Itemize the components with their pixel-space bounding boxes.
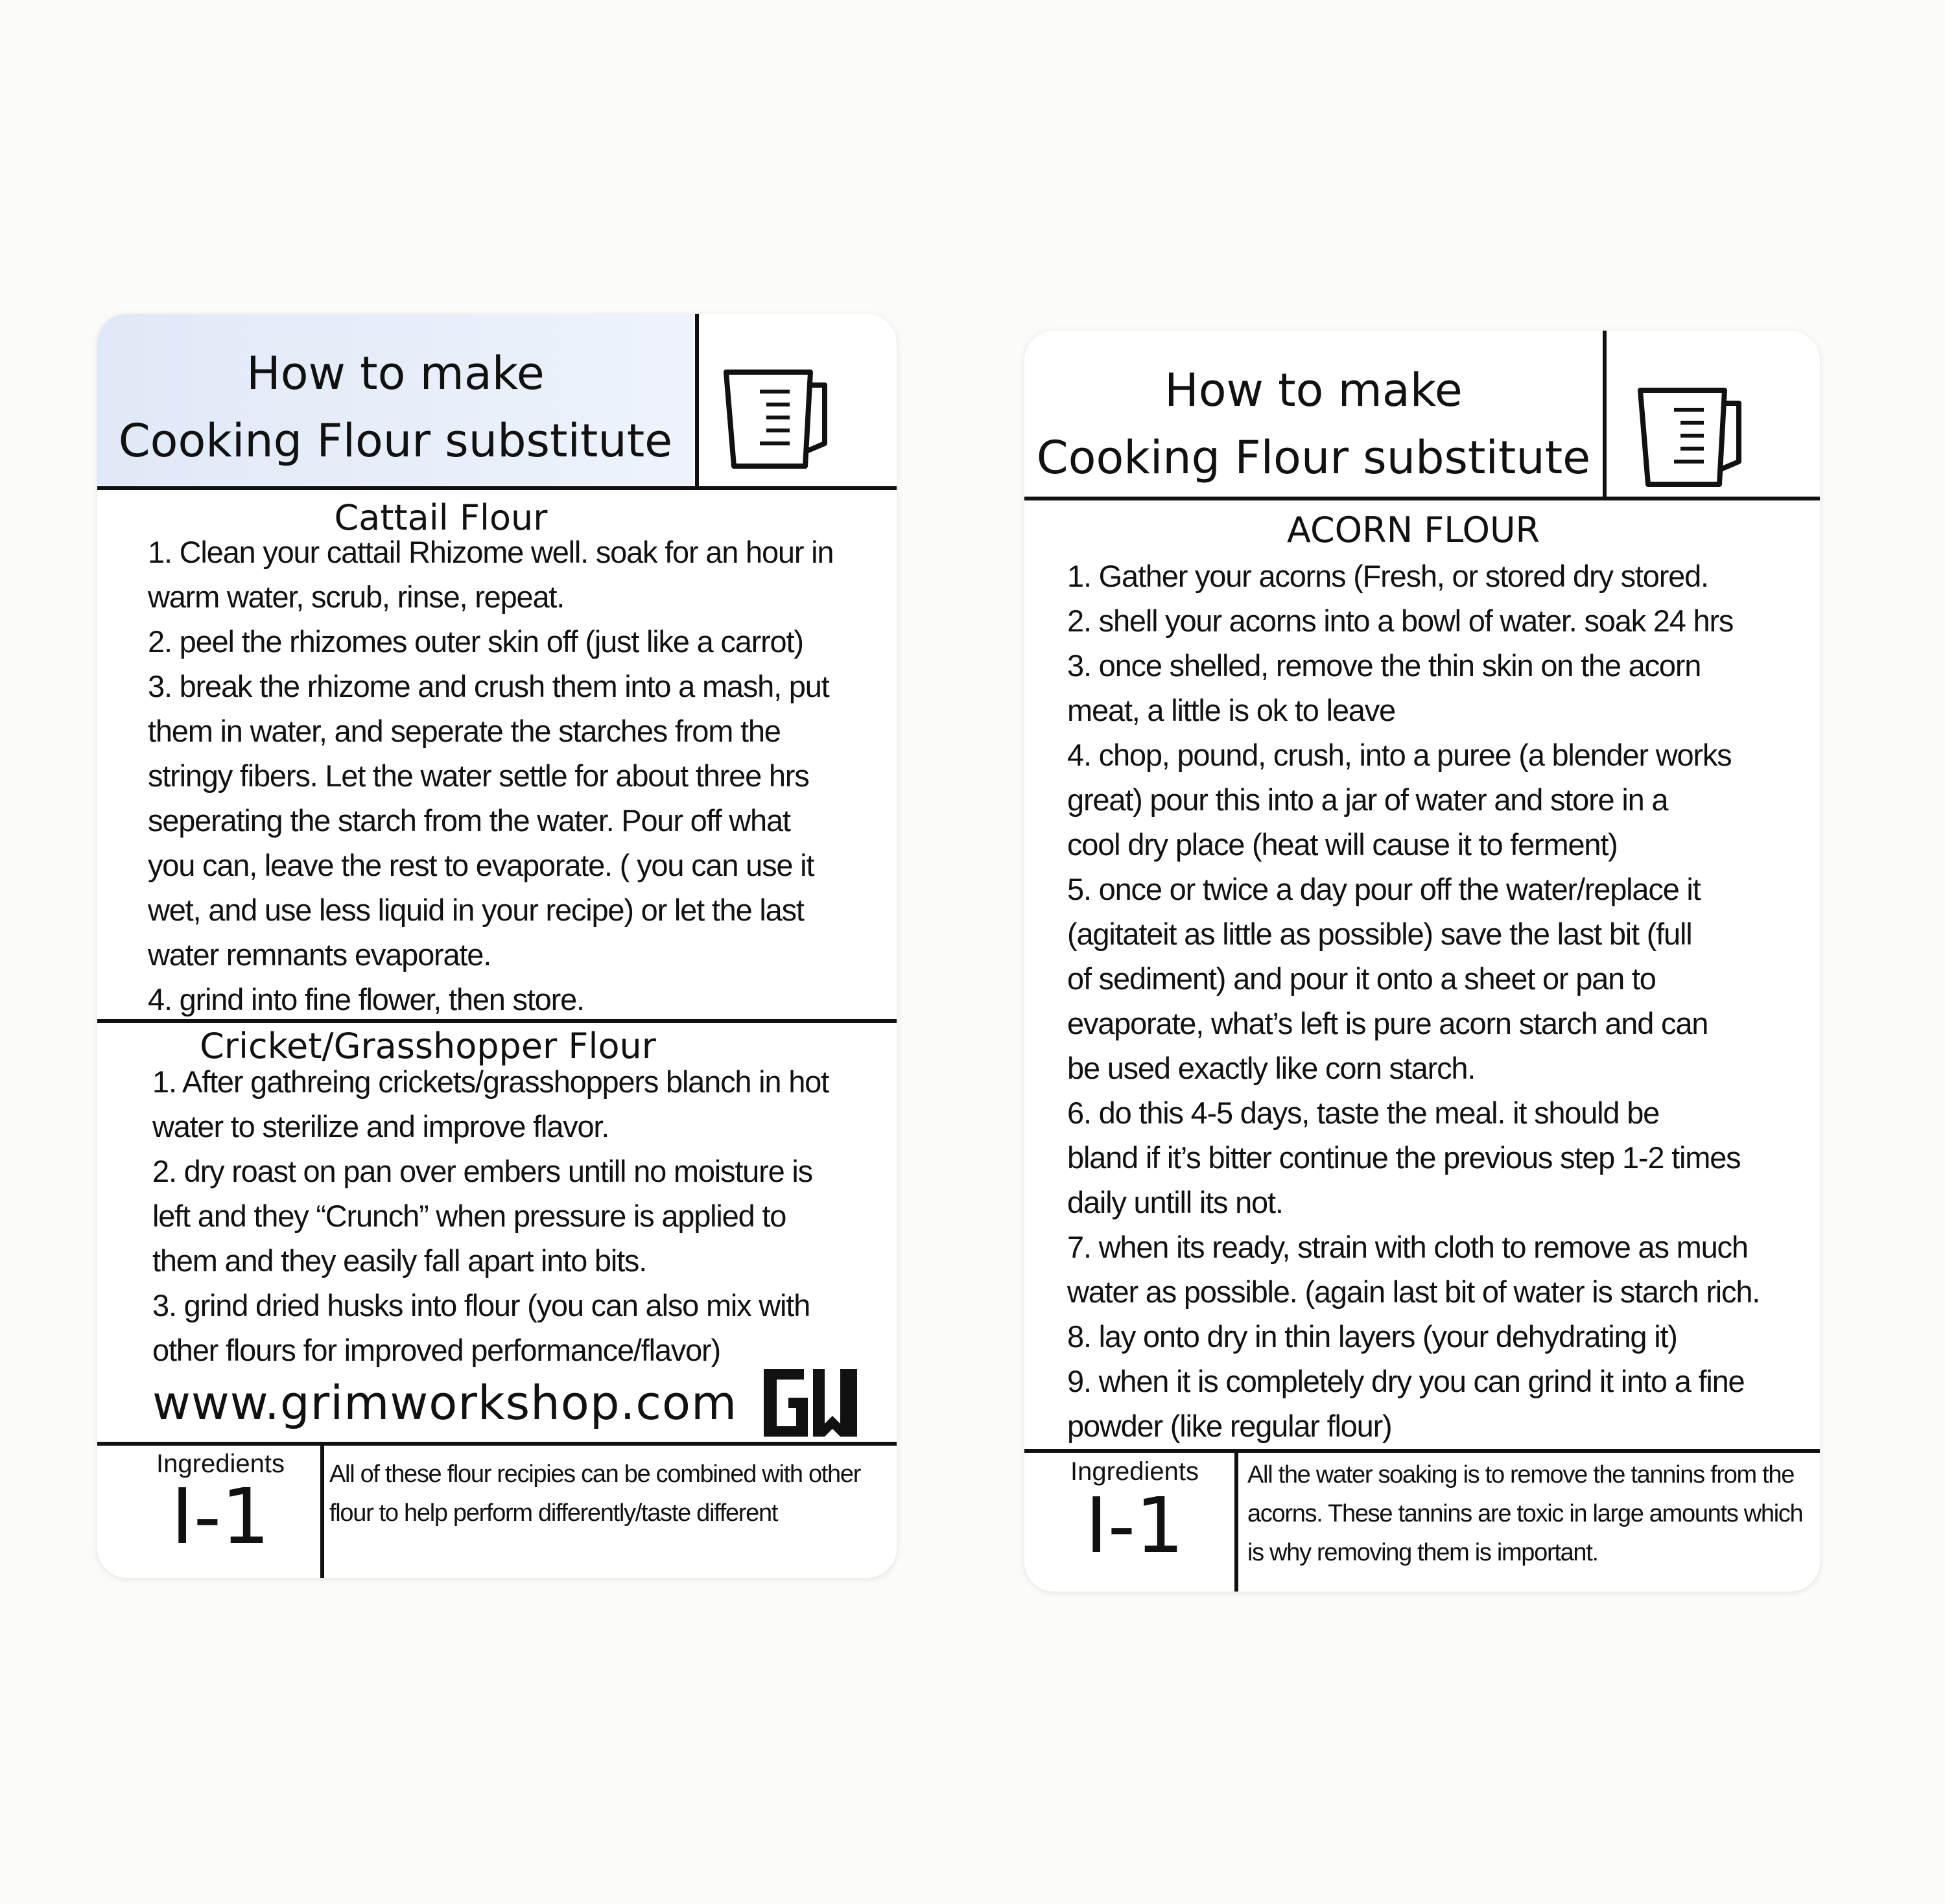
card-header-title <box>1024 331 1603 498</box>
section-rule <box>97 1019 897 1023</box>
website-link[interactable]: www.grimworkshop.com <box>152 1376 738 1430</box>
ingredients-label: Ingredients <box>156 1450 285 1478</box>
section-title-cattail: Cattail Flour <box>334 497 548 538</box>
recipe-card-acorn <box>1024 331 1820 1592</box>
step-item: 3. once shelled, remove the thin skin on the acorn meat, a little is ok to leave <box>1067 648 1701 727</box>
step-item: 1. Gather your acorns (Fresh, or stored dry stored. <box>1067 559 1708 593</box>
step-item: 5. once or twice a day pour off the water/replace it (agitateit as little as possible) save the last bit (full of sediment) and pour it onto a sheet or pan to evaporate, what’s left is pure acorn starch and can be used exactly like corn starch. <box>1067 872 1708 1085</box>
grim-workshop-logo <box>759 1364 862 1445</box>
step-item: 3. grind dried husks into flour (you can also mix with other flours for improved performance/flavor) <box>152 1288 810 1367</box>
measuring-cup-icon <box>720 366 830 473</box>
step-item: 7. when its ready, strain with cloth to remove as much water as possible. (again last bit of water is starch rich. <box>1067 1230 1760 1309</box>
ingredients-label: Ingredients <box>1070 1457 1199 1486</box>
cattail-steps <box>148 530 887 1022</box>
acorn-steps <box>1067 554 1813 1448</box>
step-item: 4. chop, pound, crush, into a puree (a blender works great) pour this into a jar of water and store in a cool dry place (heat will cause it to ferment) <box>1067 738 1732 862</box>
header-divider <box>1603 331 1607 499</box>
step-item: 6. do this 4-5 days, taste the meal. it should be bland if it’s bitter continue the previous step 1-2 times daily untill its not. <box>1067 1096 1741 1219</box>
step-item: 8. lay onto dry in thin layers (your dehydrating it) <box>1067 1319 1677 1354</box>
footer-divider <box>1234 1449 1238 1592</box>
step-item: 2. dry roast on pan over embers untill no moisture is left and they “Crunch” when pressure is applied to them and they easily fall apart into bits. <box>152 1154 812 1278</box>
step-item: 9. when it is completely dry you can grind it into a fine powder (like regular flour) <box>1067 1364 1745 1443</box>
cricket-steps <box>152 1059 891 1372</box>
step-item: 2. shell your acorns into a bowl of water. soak 24 hrs <box>1067 604 1734 638</box>
recipe-card-cattail-cricket <box>97 314 897 1578</box>
footer-divider <box>320 1442 324 1578</box>
header-line-2: Cooking Flour substitute <box>118 414 673 467</box>
step-item: 4. grind into fine flower, then store. <box>148 982 584 1017</box>
header-line-2: Cooking Flour substitute <box>1036 431 1591 484</box>
header-divider <box>695 314 699 486</box>
step-item: 1. After gathreing crickets/grasshoppers blanch in hot water to sterilize and improve flavor. <box>152 1064 829 1144</box>
step-item: 1. Clean your cattail Rhizome well. soak for an hour in warm water, scrub, rinse, repeat. <box>148 535 834 614</box>
measuring-cup-icon <box>1634 384 1744 491</box>
header-line-1: How to make <box>246 347 545 400</box>
step-item: 2. peel the rhizomes outer skin off (just like a carrot) <box>148 624 803 659</box>
card-header-title <box>97 314 694 486</box>
section-title-cricket: Cricket/Grasshopper Flour <box>200 1026 656 1066</box>
ingredients-code: I-1 <box>1085 1481 1185 1570</box>
header-rule <box>97 486 897 490</box>
header-line-1: How to make <box>1164 364 1463 417</box>
ingredients-code: I-1 <box>171 1472 270 1561</box>
footer-note: All the water soaking is to remove the tannins from the acorns. These tannins are toxic in large amounts which is why removing them is important. <box>1247 1461 1803 1566</box>
footer-note: All of these flour recipies can be combined with other flour to help perform differently/taste different <box>329 1461 861 1527</box>
footer-rule <box>1024 1449 1820 1453</box>
footer-rule <box>97 1442 897 1446</box>
section-title-acorn: ACORN FLOUR <box>1286 510 1540 550</box>
header-rule <box>1024 497 1820 500</box>
step-item: 3. break the rhizome and crush them into a mash, put them in water, and seperate the starches from the stringy fibers. Let the water settle for about three hrs seperating the starch from the water. Pour off what you can, leave the rest to evaporate. ( you can use it wet, and use less liquid in your recipe) or let the last water remnants evaporate. <box>148 669 829 972</box>
